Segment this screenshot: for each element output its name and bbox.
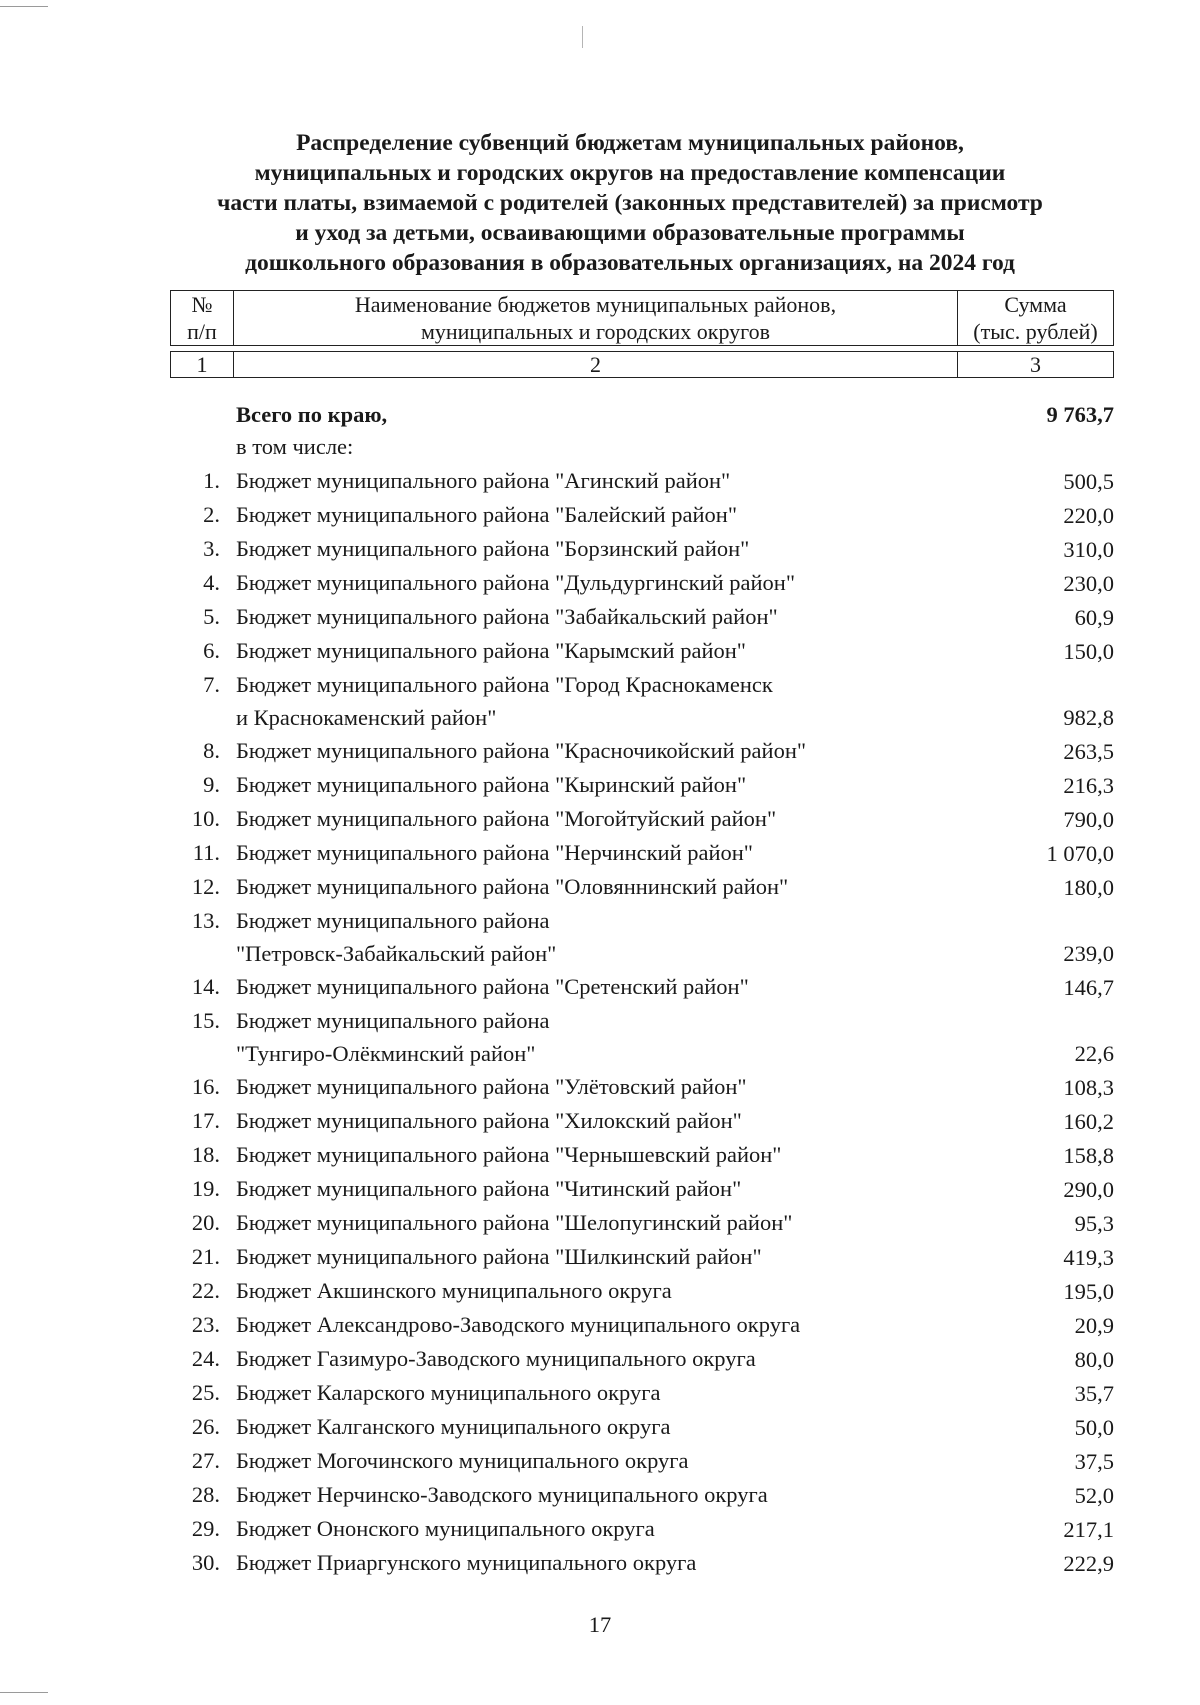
row-budget-name-line: Бюджет муниципального района "Балейский район" xyxy=(236,502,738,527)
row-sum: 60,9 xyxy=(1074,605,1114,630)
subheader-label: в том числе: xyxy=(236,434,354,459)
row-budget-name xyxy=(236,1308,936,1341)
header-number-label: № xyxy=(191,292,213,317)
column-number-2: 2 xyxy=(234,352,958,378)
row-number: 24. xyxy=(191,1346,220,1371)
row-budget-name-line: Бюджет муниципального района "Нерчинский район" xyxy=(236,840,753,865)
header-number-sublabel: п/п xyxy=(187,319,217,344)
row-budget-name-line: Бюджет Александрово-Заводского муниципального округа xyxy=(236,1312,801,1337)
row-budget-name-line: Бюджет муниципального района "Кыринский район" xyxy=(236,772,747,797)
header-sum-sublabel: (тыс. рублей) xyxy=(973,319,1098,344)
table-row xyxy=(170,1410,1114,1444)
column-number-3: 3 xyxy=(958,352,1114,378)
row-number: 25. xyxy=(191,1380,220,1405)
row-budget-name xyxy=(236,1172,936,1205)
row-number: 28. xyxy=(191,1482,220,1507)
table-row xyxy=(170,1206,1114,1240)
table-row xyxy=(170,1308,1114,1342)
row-number: 21. xyxy=(191,1244,220,1269)
header-number-column xyxy=(171,291,234,346)
scan-edge-mark xyxy=(0,6,48,7)
row-budget-name-line: Бюджет муниципального района "Сретенский район" xyxy=(236,974,749,999)
table-row xyxy=(170,1138,1114,1172)
table-row xyxy=(170,734,1114,768)
total-sum: 9 763,7 xyxy=(1046,402,1114,427)
title-line: муниципальных и городских округов на предоставление компенсации xyxy=(254,160,1006,186)
column-number-row xyxy=(171,352,1114,378)
table-row xyxy=(170,600,1114,634)
table-row xyxy=(170,870,1114,904)
row-budget-name xyxy=(236,802,936,835)
row-number: 16. xyxy=(191,1074,220,1099)
table-row xyxy=(170,1512,1114,1546)
row-sum: 80,0 xyxy=(1074,1347,1114,1372)
row-sum: 310,0 xyxy=(1063,537,1114,562)
table-row xyxy=(170,1342,1114,1376)
row-budget-name xyxy=(236,1240,936,1273)
row-number: 26. xyxy=(191,1414,220,1439)
row-number: 13. xyxy=(191,908,220,933)
table-row xyxy=(170,634,1114,668)
row-sum: 35,7 xyxy=(1074,1381,1114,1406)
row-number: 15. xyxy=(191,1008,220,1033)
row-budget-name-line: Бюджет Нерчинско-Заводского муниципального округа xyxy=(236,1482,768,1507)
row-sum: 220,0 xyxy=(1063,503,1114,528)
row-number: 2. xyxy=(203,502,220,527)
row-sum: 290,0 xyxy=(1063,1177,1114,1202)
scan-artifact-line xyxy=(582,26,583,48)
row-budget-name-line: Бюджет Приаргунского муниципального округа xyxy=(236,1550,697,1575)
table-row xyxy=(170,904,1114,970)
row-budget-name xyxy=(236,734,936,767)
row-number: 6. xyxy=(203,638,220,663)
table-body xyxy=(170,398,1114,1580)
row-budget-name xyxy=(236,1512,936,1545)
row-budget-name xyxy=(236,1070,936,1103)
header-name-column xyxy=(234,291,958,346)
row-budget-name-line: Бюджет Акшинского муниципального округа xyxy=(236,1278,672,1303)
table-row xyxy=(170,566,1114,600)
scan-edge-mark-bottom xyxy=(0,1692,48,1693)
row-budget-name-line: Бюджет Калганского муниципального округа xyxy=(236,1414,671,1439)
subheader-row xyxy=(170,432,1114,464)
table-row xyxy=(170,1444,1114,1478)
row-budget-name-line: Бюджет муниципального района "Шилкинский район" xyxy=(236,1244,762,1269)
row-sum: 263,5 xyxy=(1063,739,1114,764)
row-budget-name-line: Бюджет муниципального района "Шелопугинский район" xyxy=(236,1210,793,1235)
row-budget-name-line: Бюджет муниципального района "Город Краснокаменск xyxy=(236,672,773,697)
row-sum: 982,8 xyxy=(1063,705,1114,730)
row-number: 17. xyxy=(191,1108,220,1133)
header-name-sublabel: муниципальных и городских округов xyxy=(420,319,771,344)
table-row xyxy=(170,1274,1114,1308)
row-number: 22. xyxy=(191,1278,220,1303)
table-row xyxy=(170,1376,1114,1410)
row-budget-name xyxy=(236,1104,936,1137)
table-header xyxy=(170,290,1114,378)
table-row xyxy=(170,802,1114,836)
row-sum: 146,7 xyxy=(1063,975,1114,1000)
row-number: 11. xyxy=(192,840,220,865)
row-sum: 195,0 xyxy=(1063,1279,1114,1304)
table-row xyxy=(170,464,1114,498)
row-budget-name xyxy=(236,1342,936,1375)
row-number: 19. xyxy=(191,1176,220,1201)
row-number: 5. xyxy=(203,604,220,629)
row-sum: 160,2 xyxy=(1063,1109,1114,1134)
table-row xyxy=(170,836,1114,870)
row-budget-name xyxy=(236,566,936,599)
table-row xyxy=(170,668,1114,734)
title-line: дошкольного образования в образовательных организациях, на 2024 год xyxy=(245,250,1015,276)
table-row xyxy=(170,1004,1114,1070)
row-sum: 158,8 xyxy=(1063,1143,1114,1168)
page-number: 17 xyxy=(588,1612,612,1637)
row-budget-name xyxy=(236,532,936,565)
table-row xyxy=(170,1070,1114,1104)
table-row xyxy=(170,970,1114,1004)
row-budget-name-line: "Тунгиро-Олёкминский район" xyxy=(236,1041,536,1066)
row-sum: 108,3 xyxy=(1063,1075,1114,1100)
row-number: 8. xyxy=(203,738,220,763)
row-budget-name-line: Бюджет Газимуро-Заводского муниципального округа xyxy=(236,1346,756,1371)
row-sum: 150,0 xyxy=(1063,639,1114,664)
row-budget-name-line: Бюджет муниципального района xyxy=(236,1008,550,1033)
row-budget-name xyxy=(236,1444,936,1477)
row-number: 30. xyxy=(191,1550,220,1575)
row-budget-name-line: Бюджет муниципального района xyxy=(236,908,550,933)
row-budget-name-line: Бюджет муниципального района "Читинский район" xyxy=(236,1176,742,1201)
row-number: 7. xyxy=(203,672,220,697)
document-title xyxy=(160,128,1100,278)
row-sum: 790,0 xyxy=(1063,807,1114,832)
row-sum: 1 070,0 xyxy=(1046,841,1114,866)
row-budget-name-line: Бюджет муниципального района "Хилокский район" xyxy=(236,1108,742,1133)
header-sum-column xyxy=(958,291,1114,346)
row-sum: 180,0 xyxy=(1063,875,1114,900)
row-budget-name-line: Бюджет муниципального района "Забайкальский район" xyxy=(236,604,778,629)
row-budget-name-line: Бюджет муниципального района "Агинский район" xyxy=(236,468,731,493)
row-number: 29. xyxy=(191,1516,220,1541)
row-budget-name-line: "Петровск-Забайкальский район" xyxy=(236,941,557,966)
row-budget-name xyxy=(236,1138,936,1171)
row-budget-name-line: и Краснокаменский район" xyxy=(236,705,497,730)
table-row xyxy=(170,498,1114,532)
row-budget-name-line: Бюджет муниципального района "Красночикойский район" xyxy=(236,738,807,763)
title-line: Распределение субвенций бюджетам муниципальных районов, xyxy=(296,130,964,156)
row-sum: 95,3 xyxy=(1074,1211,1114,1236)
row-budget-name-line: Бюджет муниципального района "Карымский район" xyxy=(236,638,746,663)
header-sum-label: Сумма xyxy=(1004,292,1067,317)
row-budget-name-line: Бюджет муниципального района "Улётовский район" xyxy=(236,1074,747,1099)
row-budget-name-line: Бюджет муниципального района "Дульдургинский район" xyxy=(236,570,796,595)
title-line: части платы, взимаемой с родителей (законных представителей) за присмотр xyxy=(217,190,1043,216)
column-number-1: 1 xyxy=(171,352,234,378)
table-row xyxy=(170,1546,1114,1580)
row-sum: 217,1 xyxy=(1063,1517,1114,1542)
row-number: 23. xyxy=(191,1312,220,1337)
row-budget-name xyxy=(236,1274,936,1307)
table-row xyxy=(170,532,1114,566)
total-row xyxy=(170,398,1114,432)
row-budget-name xyxy=(236,836,936,869)
row-sum: 52,0 xyxy=(1074,1483,1114,1508)
row-budget-name-line: Бюджет Ононского муниципального округа xyxy=(236,1516,655,1541)
row-budget-name xyxy=(236,1546,936,1579)
table-row xyxy=(170,768,1114,802)
total-label: Всего по краю, xyxy=(236,402,388,427)
row-number: 14. xyxy=(191,974,220,999)
table-row xyxy=(170,1104,1114,1138)
row-budget-name-line: Бюджет Каларского муниципального округа xyxy=(236,1380,661,1405)
row-budget-name xyxy=(236,904,936,970)
row-number: 12. xyxy=(191,874,220,899)
row-number: 18. xyxy=(191,1142,220,1167)
row-budget-name xyxy=(236,768,936,801)
row-number: 3. xyxy=(203,536,220,561)
row-budget-name xyxy=(236,634,936,667)
row-budget-name-line: Бюджет Могочинского муниципального округа xyxy=(236,1448,689,1473)
row-number: 20. xyxy=(191,1210,220,1235)
row-budget-name-line: Бюджет муниципального района "Оловяннинский район" xyxy=(236,874,789,899)
row-budget-name xyxy=(236,870,936,903)
row-budget-name xyxy=(236,1376,936,1409)
row-sum: 50,0 xyxy=(1074,1415,1114,1440)
row-budget-name xyxy=(236,498,936,531)
row-sum: 239,0 xyxy=(1063,941,1114,966)
row-budget-name-line: Бюджет муниципального района "Могойтуйский район" xyxy=(236,806,777,831)
row-budget-name xyxy=(236,970,936,1003)
row-sum: 500,5 xyxy=(1063,469,1114,494)
header-row xyxy=(171,291,1114,346)
row-sum: 230,0 xyxy=(1063,571,1114,596)
row-budget-name xyxy=(236,668,936,734)
row-budget-name xyxy=(236,464,936,497)
row-budget-name xyxy=(236,1478,936,1511)
row-sum: 216,3 xyxy=(1063,773,1114,798)
row-sum: 419,3 xyxy=(1063,1245,1114,1270)
row-number: 4. xyxy=(203,570,220,595)
row-budget-name xyxy=(236,600,936,633)
row-sum: 222,9 xyxy=(1063,1551,1114,1576)
title-line: и уход за детьми, осваивающими образовательные программы xyxy=(295,220,965,246)
row-number: 9. xyxy=(203,772,220,797)
header-name-label: Наименование бюджетов муниципальных районов, xyxy=(354,292,837,317)
row-budget-name-line: Бюджет муниципального района "Чернышевский район" xyxy=(236,1142,782,1167)
row-budget-name xyxy=(236,1004,936,1070)
table-row xyxy=(170,1240,1114,1274)
row-number: 10. xyxy=(191,806,220,831)
row-sum: 20,9 xyxy=(1074,1313,1114,1338)
table-row xyxy=(170,1478,1114,1512)
row-budget-name xyxy=(236,1206,936,1239)
row-budget-name-line: Бюджет муниципального района "Борзинский район" xyxy=(236,536,750,561)
row-number: 1. xyxy=(203,468,220,493)
row-budget-name xyxy=(236,1410,936,1443)
row-sum: 37,5 xyxy=(1074,1449,1114,1474)
row-number: 27. xyxy=(191,1448,220,1473)
row-sum: 22,6 xyxy=(1074,1041,1114,1066)
table-row xyxy=(170,1172,1114,1206)
